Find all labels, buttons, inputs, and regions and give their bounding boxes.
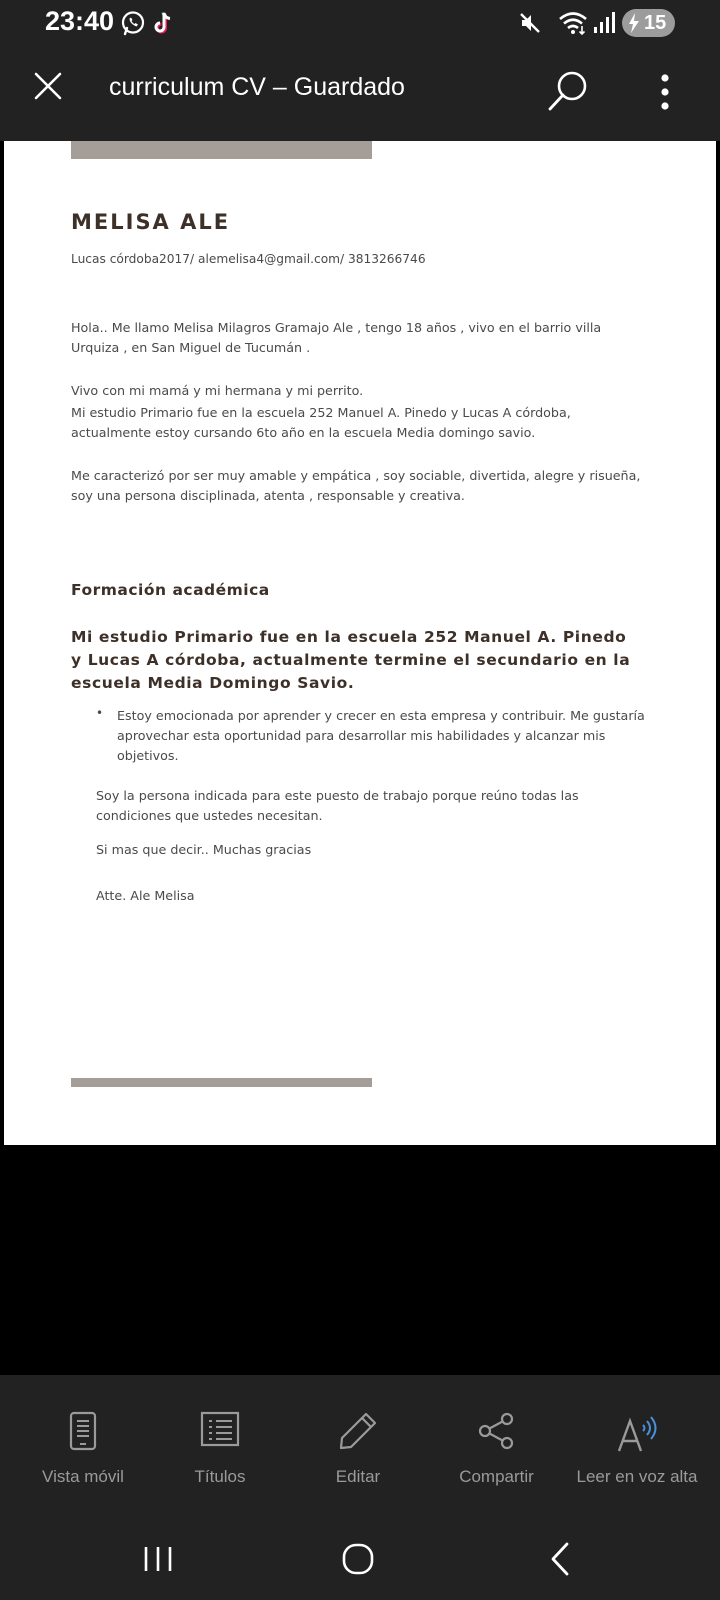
headings-icon bbox=[200, 1411, 240, 1447]
toolbar-headings[interactable] bbox=[170, 1375, 270, 1517]
section-title: Formación académica bbox=[71, 581, 270, 599]
toolbar-label: Compartir bbox=[459, 1467, 534, 1486]
bottom-toolbar bbox=[0, 1375, 720, 1517]
intro-paragraph: Hola.. Me llamo Melisa Milagros Gramajo Ale , tengo 18 años , vivo en el barrio villa Urquiza , en San Miguel de Tucumán . bbox=[71, 320, 602, 355]
read-aloud-icon bbox=[615, 1411, 659, 1455]
toolbar-label: Vista móvil bbox=[42, 1467, 124, 1486]
recents-icon[interactable] bbox=[133, 1537, 183, 1581]
status-time: 23:40 bbox=[45, 6, 115, 36]
navigation-bar bbox=[0, 1517, 720, 1600]
footer-accent-bar bbox=[71, 1078, 372, 1087]
education-heading: Mi estudio Primario fue en la escuela 252 Manuel A. Pinedo y Lucas A córdoba, actualmente termine el secundario en la escuela Media Domingo Savio. bbox=[71, 628, 631, 692]
whatsapp-icon bbox=[120, 10, 146, 36]
header-accent-bar bbox=[71, 141, 372, 159]
traits-paragraph: Me caracterizó por ser muy amable y empática , soy sociable, divertida, alegre y risueña, soy una persona disciplinada, atenta , responsable y creativa. bbox=[71, 468, 641, 503]
back-icon[interactable] bbox=[535, 1537, 585, 1581]
document-title: curriculum CV – Guardado bbox=[109, 73, 405, 101]
contact-line: Lucas córdoba2017/ alemelisa4@gmail.com/ 3813266746 bbox=[71, 252, 426, 266]
status-bar bbox=[0, 0, 720, 46]
signal-icon bbox=[592, 11, 616, 35]
toolbar-read-aloud[interactable] bbox=[572, 1375, 702, 1517]
more-vert-icon[interactable] bbox=[650, 72, 680, 112]
studies-paragraph: Mi estudio Primario fue en la escuela 252 Manuel A. Pinedo y Lucas A córdoba, actualmente estoy cursando 6to año en la escuela Media domingo savio. bbox=[71, 405, 571, 440]
search-icon[interactable] bbox=[545, 68, 591, 114]
toolbar-label: Leer en voz alta bbox=[576, 1467, 698, 1486]
bullet-marker: • bbox=[96, 706, 104, 720]
toolbar-mobile-view[interactable] bbox=[28, 1375, 138, 1517]
close-icon[interactable] bbox=[28, 66, 68, 106]
toolbar-share[interactable] bbox=[444, 1375, 549, 1517]
pencil-icon bbox=[338, 1411, 378, 1451]
toolbar-edit[interactable] bbox=[308, 1375, 408, 1517]
mobile-view-icon bbox=[69, 1411, 97, 1451]
signature-line: Atte. Ale Melisa bbox=[96, 888, 195, 903]
wifi-icon bbox=[558, 10, 588, 36]
toolbar-label: Editar bbox=[335, 1467, 381, 1486]
tiktok-icon bbox=[152, 10, 178, 36]
battery-indicator bbox=[622, 9, 675, 37]
battery-level: 15 bbox=[644, 12, 667, 34]
charging-icon bbox=[628, 13, 640, 33]
document-page[interactable] bbox=[4, 141, 716, 1145]
mute-icon bbox=[518, 11, 542, 35]
share-icon bbox=[477, 1411, 517, 1451]
thanks-paragraph: Si mas que decir.. Muchas gracias bbox=[96, 842, 312, 857]
home-icon[interactable] bbox=[333, 1537, 383, 1581]
app-bar bbox=[0, 46, 720, 141]
family-paragraph: Vivo con mi mamá y mi hermana y mi perrito. bbox=[71, 383, 364, 398]
fit-paragraph: Soy la persona indicada para este puesto de trabajo porque reúno todas las condiciones que ustedes necesitan. bbox=[96, 788, 579, 823]
toolbar-label: Títulos bbox=[194, 1467, 246, 1486]
resume-name: MELISA ALE bbox=[71, 210, 231, 234]
bullet-item: Estoy emocionada por aprender y crecer en esta empresa y contribuir. Me gustaría aprovechar esta oportunidad para desarrollar mis habilidades y alcanzar mis objetivos. bbox=[117, 708, 645, 763]
